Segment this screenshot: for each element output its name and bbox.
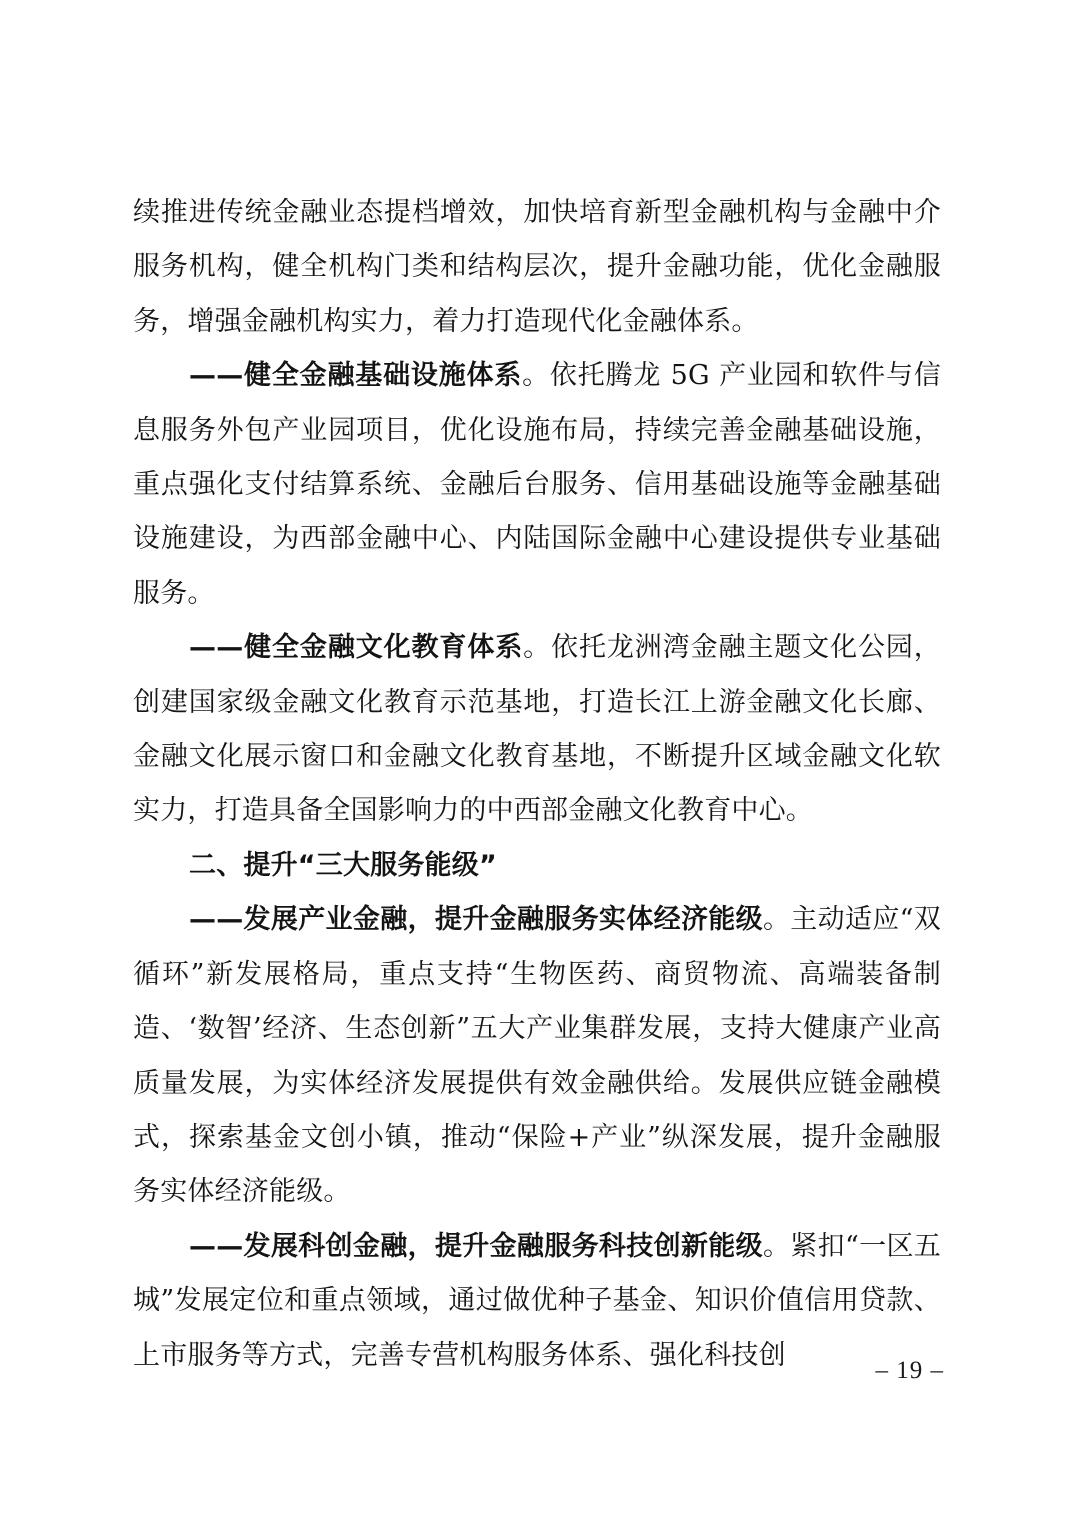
paragraph-lead: ——健全金融基础设施体系 xyxy=(189,360,523,392)
paragraph-lead: ——发展产业金融，提升金融服务实体经济能级 xyxy=(189,904,763,936)
paragraph-text: 。主动适应“双循环”新发展格局，重点支持“生物医药、商贸物流、高端装备制造、‘数智’经济、生态创新”五大产业集群发展，支持大健康产业高质量发展，为实体经济发展提供有效金融供给。发展供应链金融模式，探索基金文创小镇，推动“保险+产业”纵深发展，提升金融服务实体经济能级。 xyxy=(133,904,942,1208)
paragraph-text: 。依托龙洲湾金融主题文化公园，创建国家级金融文化教育示范基地，打造长江上游金融文化长廊、金融文化展示窗口和金融文化教育基地，不断提升区域金融文化软实力，打造具备全国影响力的中西部金融文化教育中心。 xyxy=(133,632,941,827)
paragraph-text: 。紧扣“一区五城”发展定位和重点领域，通过做优种子基金、知识价值信用贷款、上市服务等方式，完善专营机构服务体系、强化科技创 xyxy=(133,1230,942,1371)
paragraph-text: 续推进传统金融业态提档增效，加快培育新型金融机构与金融中介服务机构，健全机构门类和结构层次，提升金融功能，优化金融服务，增强金融机构实力，着力打造现代化金融体系。 xyxy=(133,197,941,337)
paragraph-industrial-finance xyxy=(133,893,941,1219)
paragraph-lead: ——健全金融文化教育体系 xyxy=(189,632,524,664)
paragraph-financial-infrastructure xyxy=(133,349,941,621)
paragraph-text: 。依托腾龙 5G 产业园和软件与信息服务外包产业园项目，优化设施布局，持续完善金融基础设施，重点强化支付结算系统、金融后台服务、信用基础设施等金融基础设施建设，为西部金融中心、内陆国际金融中心建设提供专业基础服务。 xyxy=(133,360,941,609)
paragraph-sci-tech-finance xyxy=(133,1220,941,1383)
section-heading: 二、提升“三大服务能级” xyxy=(189,849,497,881)
page-number: – 19 – xyxy=(875,1357,944,1384)
paragraph-financial-culture-education xyxy=(133,621,941,839)
paragraph-continuation xyxy=(133,186,941,349)
document-body xyxy=(133,186,941,1383)
paragraph-lead: ——发展科创金融，提升金融服务科技创新能级 xyxy=(189,1230,763,1262)
